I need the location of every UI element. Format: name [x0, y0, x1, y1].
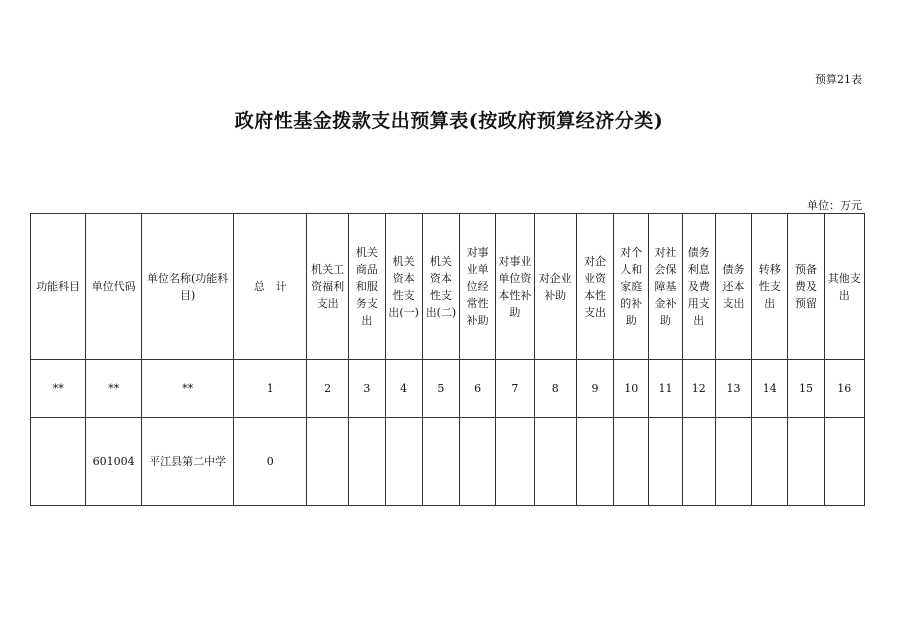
- data-cell: [824, 418, 864, 506]
- index-cell: 8: [534, 360, 576, 418]
- index-cell: 13: [715, 360, 751, 418]
- data-cell: [534, 418, 576, 506]
- data-cell: [306, 418, 348, 506]
- data-cell: [752, 418, 788, 506]
- header-cell: 机关资本性支出(一): [385, 214, 422, 360]
- header-cell: 单位代码: [86, 214, 141, 360]
- header-cell: 对个人和家庭的补助: [614, 214, 649, 360]
- function-subject-cell: [31, 418, 86, 506]
- header-cell: 预备费及预留: [788, 214, 824, 360]
- header-cell: 总 计: [234, 214, 307, 360]
- data-cell: [496, 418, 534, 506]
- header-cell: 对企业资本性支出: [576, 214, 613, 360]
- index-cell: **: [141, 360, 234, 418]
- index-cell: 2: [306, 360, 348, 418]
- header-cell: 转移性支出: [752, 214, 788, 360]
- index-cell: 1: [234, 360, 307, 418]
- index-cell: 3: [349, 360, 385, 418]
- page-title: 政府性基金拨款支出预算表(按政府预算经济分类): [234, 110, 664, 132]
- index-cell: 9: [576, 360, 613, 418]
- index-cell: 4: [385, 360, 422, 418]
- header-cell: 债务还本支出: [715, 214, 751, 360]
- index-cell: 10: [614, 360, 649, 418]
- unit-name-cell: 平江县第二中学: [141, 418, 234, 506]
- header-cell: 对社会保障基金补助: [649, 214, 682, 360]
- header-row: [31, 214, 865, 360]
- unit-label: 单位：万元: [807, 199, 862, 212]
- unit-code-cell: 601004: [86, 418, 141, 506]
- index-cell: 14: [752, 360, 788, 418]
- index-cell: 15: [788, 360, 824, 418]
- data-cell: [385, 418, 422, 506]
- total-cell: 0: [234, 418, 307, 506]
- data-cell: [788, 418, 824, 506]
- header-cell: 功能科目: [31, 214, 86, 360]
- index-cell: 16: [824, 360, 864, 418]
- header-cell: 对事业单位资本性补助: [496, 214, 534, 360]
- index-cell: 6: [460, 360, 496, 418]
- data-cell: [576, 418, 613, 506]
- index-cell: 11: [649, 360, 682, 418]
- data-cell: [614, 418, 649, 506]
- data-cell: [349, 418, 385, 506]
- index-cell: **: [31, 360, 86, 418]
- data-cell: [422, 418, 459, 506]
- header-cell: 其他支出: [824, 214, 864, 360]
- index-cell: 5: [422, 360, 459, 418]
- header-cell: 债务利息及费用支出: [682, 214, 715, 360]
- index-row: [31, 360, 865, 418]
- index-cell: 7: [496, 360, 534, 418]
- index-cell: 12: [682, 360, 715, 418]
- data-cell: [682, 418, 715, 506]
- header-cell: 机关商品和服务支出: [349, 214, 385, 360]
- header-cell: 机关工资福利支出: [306, 214, 348, 360]
- budget-table: [30, 213, 865, 506]
- header-cell: 机关资本性支出(二): [422, 214, 459, 360]
- table-number: 预算21表: [815, 73, 862, 86]
- data-cell: [649, 418, 682, 506]
- data-cell: [460, 418, 496, 506]
- index-cell: **: [86, 360, 141, 418]
- table-row: [31, 418, 865, 506]
- data-cell: [715, 418, 751, 506]
- header-cell: 对企业补助: [534, 214, 576, 360]
- header-cell: 对事业单位经常性补助: [460, 214, 496, 360]
- header-cell: 单位名称(功能科目): [141, 214, 234, 360]
